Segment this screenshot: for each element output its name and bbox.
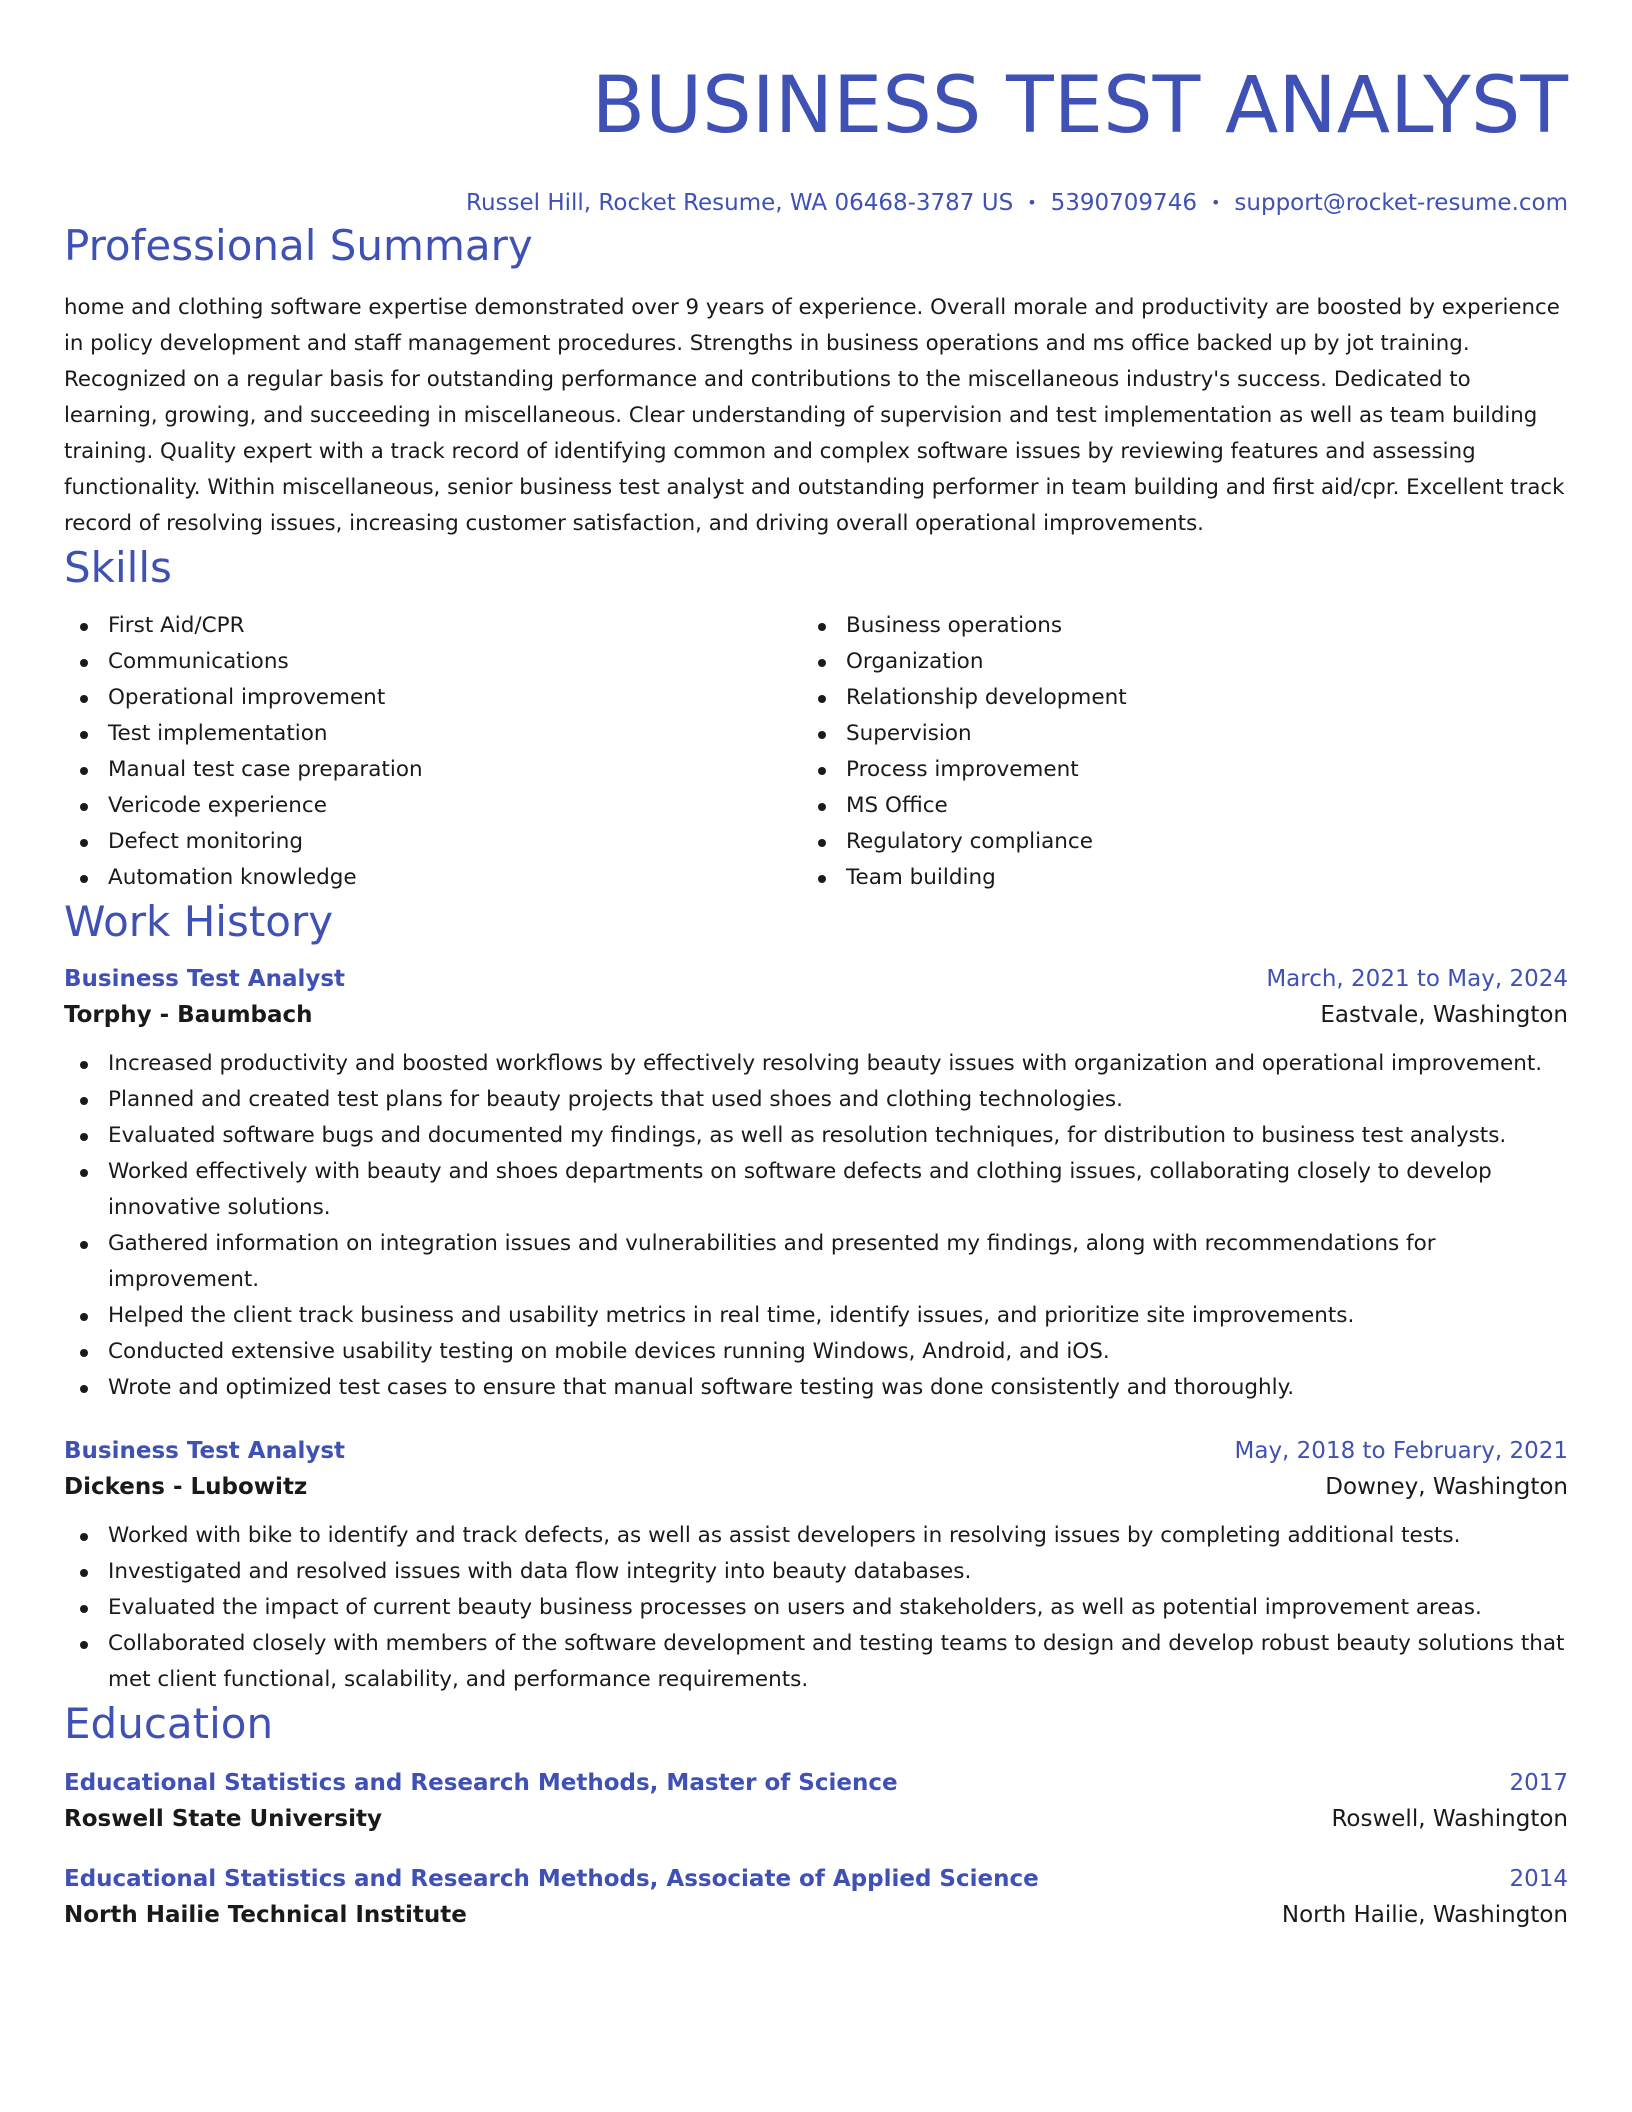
skills-column-right — [802, 608, 1540, 896]
school-location: Roswell, Washington — [1331, 1806, 1568, 1832]
education-entry — [64, 1766, 1568, 1838]
job-title: Business Test Analyst — [64, 1438, 346, 1464]
job-bullets — [64, 1518, 1568, 1698]
skill-item: Operational improvement — [64, 680, 802, 716]
job-location: Eastvale, Washington — [1320, 1002, 1568, 1028]
skill-item: Vericode experience — [64, 788, 802, 824]
job-title: Business Test Analyst — [64, 966, 346, 992]
skill-item: Test implementation — [64, 716, 802, 752]
job-bullet: Planned and created test plans for beauty projects that used shoes and clothing technologies. — [64, 1082, 1568, 1118]
skill-item: Business operations — [802, 608, 1540, 644]
school-location: North Hailie, Washington — [1281, 1902, 1568, 1928]
skills-list — [64, 608, 1568, 896]
education-entry-header — [64, 1766, 1568, 1800]
skill-item: Organization — [802, 644, 1540, 680]
job-bullet: Helped the client track business and usability metrics in real time, identify issues, and prioritize site improvements. — [64, 1298, 1568, 1334]
graduation-year: 2017 — [1509, 1770, 1568, 1796]
work-entry-subheader — [64, 1468, 1568, 1506]
education-entry — [64, 1862, 1568, 1934]
skill-item: Communications — [64, 644, 802, 680]
work-entry-header — [64, 1434, 1568, 1468]
education-heading: Education — [64, 1699, 274, 1748]
degree: Educational Statistics and Research Methods, Master of Science — [64, 1770, 898, 1796]
work-entry-subheader — [64, 996, 1568, 1034]
work-entry — [64, 962, 1568, 1406]
school-name: North Hailie Technical Institute — [64, 1902, 467, 1928]
job-location: Downey, Washington — [1325, 1474, 1568, 1500]
resume-title: BUSINESS TEST ANALYST — [591, 61, 1568, 151]
job-bullet: Wrote and optimized test cases to ensure that manual software testing was done consistently and thoroughly. — [64, 1370, 1568, 1406]
skill-item: Regulatory compliance — [802, 824, 1540, 860]
skill-item: Defect monitoring — [64, 824, 802, 860]
skill-item: Process improvement — [802, 752, 1540, 788]
degree: Educational Statistics and Research Methods, Associate of Applied Science — [64, 1866, 1039, 1892]
contact-phone: 5390709746 — [1050, 190, 1197, 216]
contact-address: Russel Hill, Rocket Resume, WA 06468-3787 US — [466, 190, 1014, 216]
work-history-heading: Work History — [64, 897, 334, 946]
job-company: Dickens - Lubowitz — [64, 1474, 308, 1500]
skill-item: Supervision — [802, 716, 1540, 752]
job-bullet: Evaluated software bugs and documented my findings, as well as resolution techniques, for distribution to business test analysts. — [64, 1118, 1568, 1154]
skill-item: Relationship development — [802, 680, 1540, 716]
job-bullet: Worked with bike to identify and track defects, as well as assist developers in resolving issues by completing additional tests. — [64, 1518, 1568, 1554]
summary-text: home and clothing software expertise demonstrated over 9 years of experience. Overall morale and productivity are boosted by experience in policy development and staff management procedures. Strengths in business operations and ms office backed up by jot training. Recognized on a regular basis for outstanding performance and contributions to the miscellaneous industry's success. Dedicated to learning, growing, and succeeding in miscellaneous. Clear understanding of supervision and test implementation as well as team building training. Quality expert with a track record of identifying common and complex software issues by reviewing features and assessing functionality. Within miscellaneous, senior business test analyst and outstanding performer in team building and first aid/cpr. Excellent track record of resolving issues, increasing customer satisfaction, and driving overall operational improvements. — [64, 295, 1565, 536]
skill-item: Team building — [802, 860, 1540, 896]
job-dates: May, 2018 to February, 2021 — [1234, 1438, 1568, 1464]
contact-line — [64, 188, 1568, 220]
job-bullet: Conducted extensive usability testing on mobile devices running Windows, Android, and iOS. — [64, 1334, 1568, 1370]
skill-item: Automation knowledge — [64, 860, 802, 896]
job-company: Torphy - Baumbach — [64, 1002, 313, 1028]
graduation-year: 2014 — [1509, 1866, 1568, 1892]
school-name: Roswell State University — [64, 1806, 382, 1832]
education-entry-subheader — [64, 1800, 1568, 1838]
education-entry-header — [64, 1862, 1568, 1896]
job-bullet: Worked effectively with beauty and shoes departments on software defects and clothing issues, collaborating closely to develop innovative solutions. — [64, 1154, 1568, 1226]
job-bullet: Evaluated the impact of current beauty business processes on users and stakeholders, as well as potential improvement areas. — [64, 1590, 1568, 1626]
work-entry — [64, 1434, 1568, 1698]
job-bullets — [64, 1046, 1568, 1406]
skills-column-left — [64, 608, 802, 896]
job-bullet: Increased productivity and boosted workflows by effectively resolving beauty issues with organization and operational improvement. — [64, 1046, 1568, 1082]
skills-heading: Skills — [64, 543, 172, 592]
contact-email[interactable]: support@rocket-resume.com — [1234, 190, 1568, 216]
contact-separator: • — [1210, 193, 1221, 212]
work-entry-header — [64, 962, 1568, 996]
contact-separator: • — [1027, 193, 1037, 212]
skill-item: First Aid/CPR — [64, 608, 802, 644]
job-dates: March, 2021 to May, 2024 — [1266, 966, 1568, 992]
summary-heading: Professional Summary — [64, 221, 533, 270]
job-bullet: Collaborated closely with members of the software development and testing teams to design and develop robust beauty solutions that met client functional, scalability, and performance requirements. — [64, 1626, 1568, 1698]
skill-item: MS Office — [802, 788, 1540, 824]
education-entry-subheader — [64, 1896, 1568, 1934]
job-bullet: Gathered information on integration issues and vulnerabilities and presented my findings, along with recommendations for improvement. — [64, 1226, 1568, 1298]
job-bullet: Investigated and resolved issues with data flow integrity into beauty databases. — [64, 1554, 1568, 1590]
skill-item: Manual test case preparation — [64, 752, 802, 788]
